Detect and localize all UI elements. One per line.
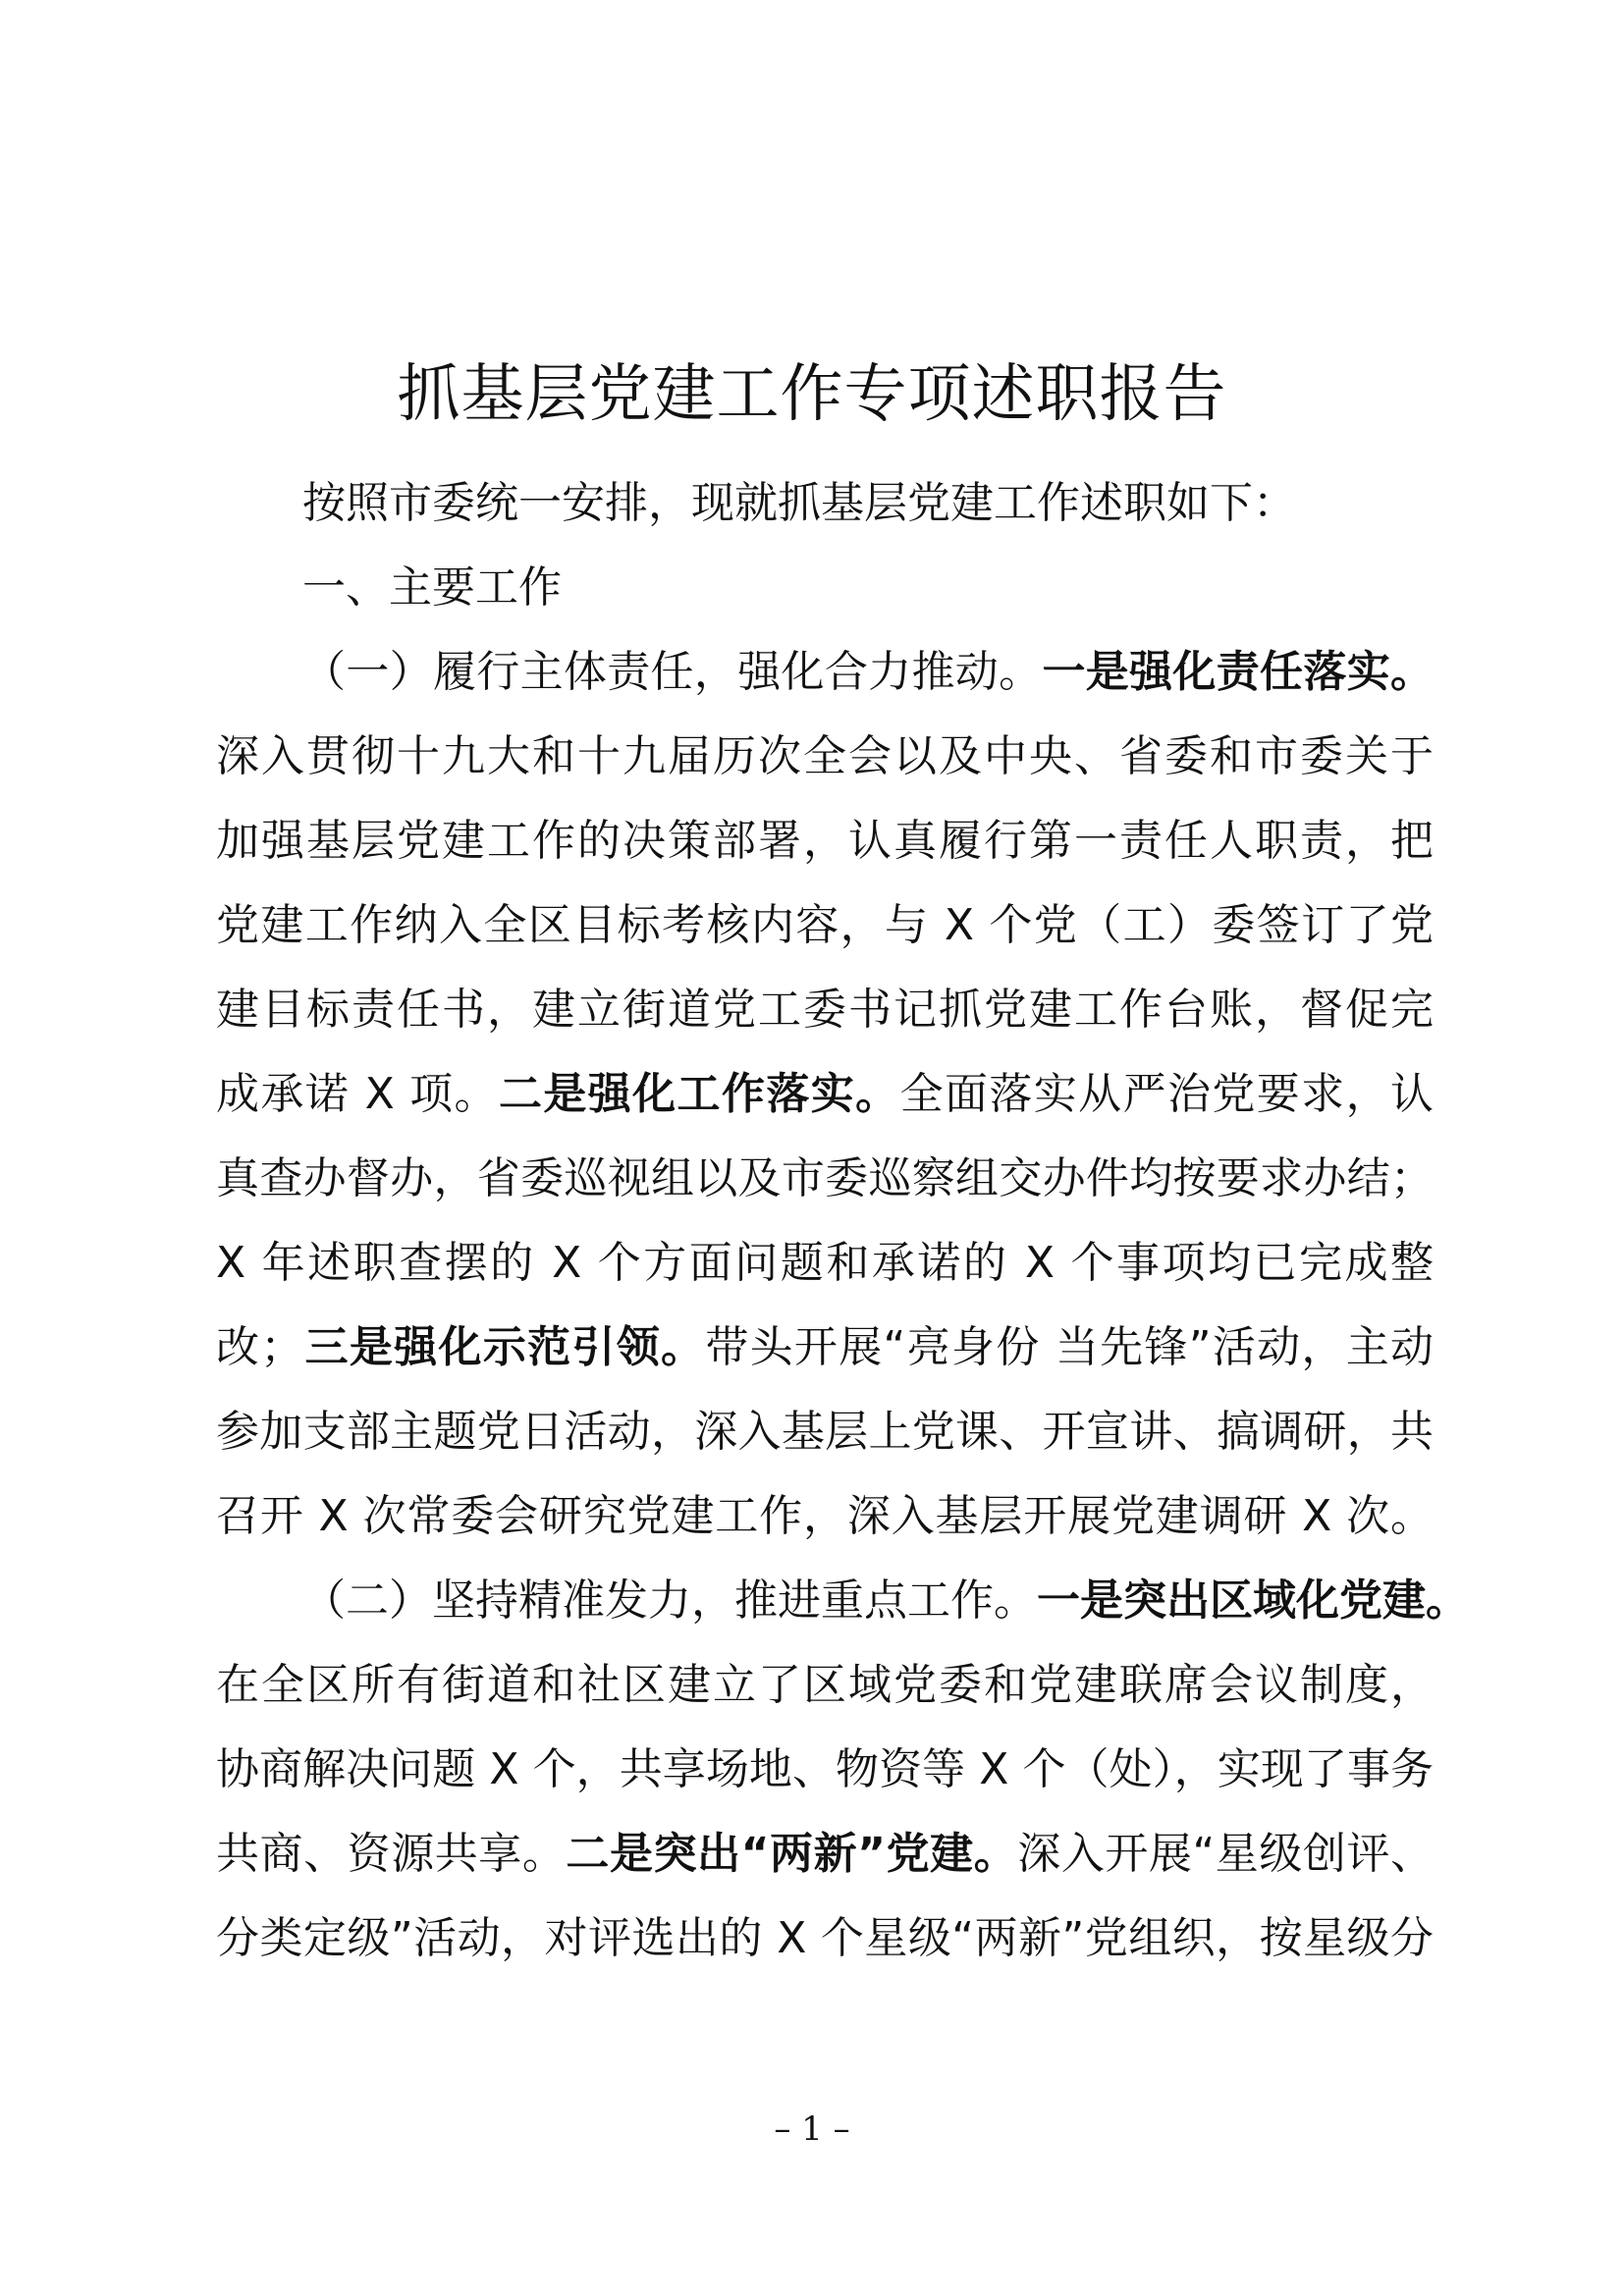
document-title: 抓基层党建工作专项述职报告 bbox=[397, 358, 1227, 431]
paragraph-1-line: X 年述职查摆的 X 个方面问题和承诺的 X 个事项均已完成整 bbox=[216, 1238, 1434, 1288]
paragraph-1-line bbox=[216, 1306, 1434, 1390]
text-run: 深入开展“星级创评、 bbox=[1017, 1829, 1434, 1879]
text-run: 共商、资源共享。 bbox=[216, 1829, 567, 1879]
paragraph-1-line: 建目标责任书，建立街道党工委书记抓党建工作台账，督促完 bbox=[216, 985, 1434, 1035]
paragraph-1-subheading: （一）履行主体责任，强化合力推动。 bbox=[302, 647, 1043, 697]
paragraph-2-subheading: （二）坚持精准发力，推进重点工作。 bbox=[302, 1575, 1037, 1626]
text-run: 成承诺 X 项。 bbox=[216, 1069, 499, 1119]
paragraph-2-line bbox=[216, 1559, 1469, 1643]
intro-paragraph: 按照市委统一安排，现就抓基层党建工作述职如下： bbox=[302, 478, 1296, 528]
paragraph-2-line bbox=[216, 1812, 1434, 1896]
paragraph-1-line: 党建工作纳入全区目标考核内容，与 X 个党（工）委签订了党 bbox=[216, 900, 1434, 950]
text-run: 全面落实从严治党要求，认 bbox=[899, 1069, 1434, 1119]
page-number: – 1 – bbox=[774, 2109, 850, 2149]
text-run: 带头开展“亮身份 当先锋”活动，主动 bbox=[705, 1322, 1435, 1372]
paragraph-1-line: 加强基层党建工作的决策部署，认真履行第一责任人职责，把 bbox=[216, 816, 1434, 866]
paragraph-1-line bbox=[216, 630, 1434, 715]
paragraph-1-line bbox=[216, 1052, 1434, 1137]
paragraph-2-line: 在全区所有街道和社区建立了区域党委和党建联席会议制度， bbox=[216, 1660, 1434, 1710]
bold-key-point: 一是强化责任落实。 bbox=[1042, 647, 1435, 697]
section-heading: 一、主要工作 bbox=[302, 562, 562, 613]
bold-key-point: 一是突出区域化党建。 bbox=[1037, 1575, 1469, 1626]
paragraph-1-line: 召开 X 次常委会研究党建工作，深入基层开展党建调研 X 次。 bbox=[216, 1491, 1434, 1541]
paragraph-2-line: 协商解决问题 X 个，共享场地、物资等 X 个（处），实现了事务 bbox=[216, 1744, 1434, 1794]
bold-key-point: 三是强化示范引领。 bbox=[303, 1322, 706, 1372]
paragraph-1-line: 真查办督办，省委巡视组以及市委巡察组交办件均按要求办结； bbox=[216, 1153, 1434, 1203]
paragraph-1-line: 深入贯彻十九大和十九届历次全会以及中央、省委和市委关于 bbox=[216, 731, 1434, 781]
paragraph-2-line: 分类定级”活动，对评选出的 X 个星级“两新”党组织，按星级分 bbox=[216, 1913, 1434, 1963]
text-run: 改； bbox=[216, 1322, 304, 1372]
bold-key-point: 二是突出“两新”党建。 bbox=[566, 1829, 1018, 1879]
paragraph-1-line: 参加支部主题党日活动，深入基层上党课、开宣讲、搞调研，共 bbox=[216, 1407, 1434, 1457]
bold-key-point: 二是强化工作落实。 bbox=[498, 1069, 900, 1119]
document-body bbox=[216, 461, 1469, 1981]
